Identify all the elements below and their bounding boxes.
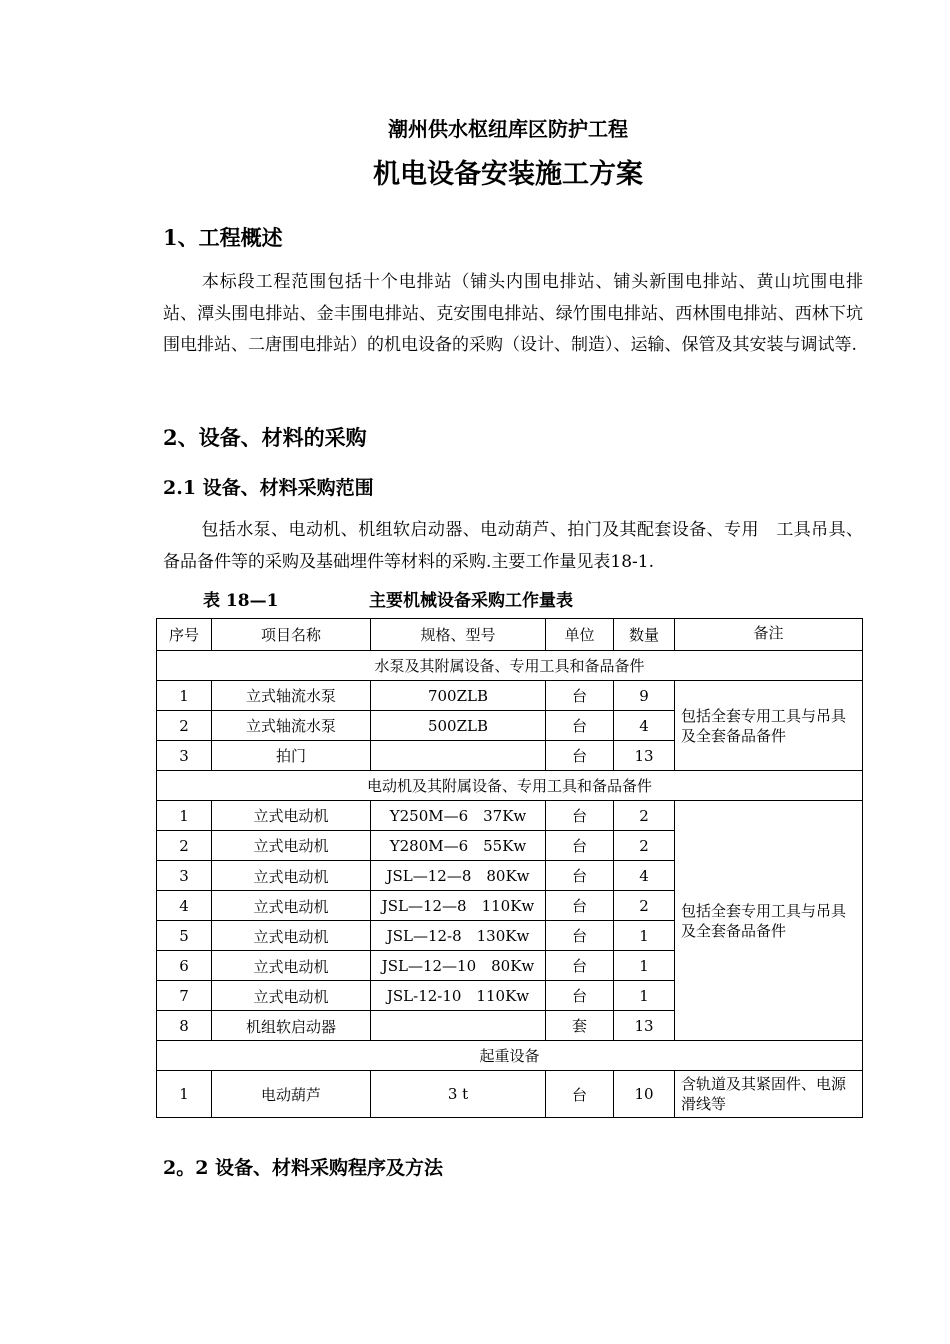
cell-qty: 1 (614, 921, 675, 951)
cell-name: 拍门 (212, 741, 371, 771)
cell-unit: 台 (546, 681, 614, 711)
cell-no: 3 (157, 741, 212, 771)
group-title-row (157, 1041, 863, 1071)
cell-spec: 500ZLB (371, 711, 546, 741)
cell-no: 8 (157, 1011, 212, 1041)
cell-name: 立式轴流水泵 (212, 711, 371, 741)
cell-note: 含轨道及其紧固件、电源滑线等 (675, 1071, 863, 1118)
section1-paragraph (163, 267, 863, 362)
cell-no: 1 (157, 681, 212, 711)
cell-name: 立式电动机 (212, 951, 371, 981)
group-title-row (157, 771, 863, 801)
cell-qty: 2 (614, 801, 675, 831)
cell-note: 包括全套专用工具与吊具及全套备品备件 (675, 681, 863, 771)
cell-unit: 台 (546, 951, 614, 981)
cell-unit: 台 (546, 981, 614, 1011)
cell-qty: 4 (614, 711, 675, 741)
cell-spec: JSL—12—8 110Kw (371, 891, 546, 921)
section1-heading: 1、工程概述 (163, 225, 283, 250)
cell-spec: 3 t (371, 1071, 546, 1118)
cell-name: 立式轴流水泵 (212, 681, 371, 711)
cell-name: 电动葫芦 (212, 1071, 371, 1118)
cell-qty: 9 (614, 681, 675, 711)
cell-qty: 1 (614, 951, 675, 981)
table-row (157, 801, 863, 831)
cell-spec (371, 1011, 546, 1041)
cell-qty: 2 (614, 891, 675, 921)
cell-qty: 10 (614, 1071, 675, 1118)
cell-name: 立式电动机 (212, 891, 371, 921)
section2-1-paragraph-text: 包括水泵、电动机、机组软启动器、电动葫芦、拍门及其配套设备、专用 工具吊具、备品备件等的采购及基础埋件等材料的采购.主要工作量见表18-1. (163, 520, 863, 572)
document-title-line2: 机电设备安装施工方案 (373, 159, 643, 190)
header-spec: 规格、型号 (371, 619, 546, 651)
cell-spec: JSL—12—8 80Kw (371, 861, 546, 891)
cell-no: 4 (157, 891, 212, 921)
cell-no: 7 (157, 981, 212, 1011)
table-header-row (157, 619, 863, 651)
cell-qty: 2 (614, 831, 675, 861)
cell-unit: 台 (546, 921, 614, 951)
cell-spec: 700ZLB (371, 681, 546, 711)
header-unit: 单位 (546, 619, 614, 651)
cell-no: 1 (157, 1071, 212, 1118)
cell-spec: JSL—12—10 80Kw (371, 951, 546, 981)
header-note: 备注 (675, 619, 863, 651)
cell-name: 机组软启动器 (212, 1011, 371, 1041)
cell-qty: 13 (614, 741, 675, 771)
cell-unit: 台 (546, 891, 614, 921)
cell-spec: JSL—12-8 130Kw (371, 921, 546, 951)
cell-unit: 台 (546, 711, 614, 741)
cell-name: 立式电动机 (212, 831, 371, 861)
section2-1-paragraph (163, 515, 863, 578)
cell-qty: 13 (614, 1011, 675, 1041)
cell-name: 立式电动机 (212, 921, 371, 951)
cell-no: 2 (157, 711, 212, 741)
cell-unit: 台 (546, 741, 614, 771)
group-title-row (157, 651, 863, 681)
cell-unit: 套 (546, 1011, 614, 1041)
table-caption: 主要机械设备采购工作量表 (369, 591, 573, 611)
document-title-line1: 潮州供水枢纽库区防护工程 (388, 117, 628, 141)
cell-unit: 台 (546, 801, 614, 831)
cell-spec: Y280M—6 55Kw (371, 831, 546, 861)
section2-heading: 2、设备、材料的采购 (163, 425, 367, 450)
cell-spec: JSL-12-10 110Kw (371, 981, 546, 1011)
section2-2-heading: 2。2 设备、材料采购程序及方法 (163, 1157, 444, 1179)
cell-note: 包括全套专用工具与吊具及全套备品备件 (675, 801, 863, 1041)
section2-1-heading: 2.1 设备、材料采购范围 (163, 477, 374, 499)
table-row (157, 1071, 863, 1118)
cell-unit: 台 (546, 861, 614, 891)
cell-qty: 4 (614, 861, 675, 891)
cell-unit: 台 (546, 831, 614, 861)
cell-no: 3 (157, 861, 212, 891)
cell-no: 1 (157, 801, 212, 831)
cell-no: 2 (157, 831, 212, 861)
table-number: 表 18—1 (203, 591, 279, 611)
cell-no: 5 (157, 921, 212, 951)
section1-paragraph-text: 本标段工程范围包括十个电排站（铺头内围电排站、铺头新围电排站、黄山坑围电排站、潭头围电排站、金丰围电排站、克安围电排站、绿竹围电排站、西林围电排站、西林下坑围电排站、二唐围电排站）的机电设备的采购（设计、制造）、运输、保管及其安装与调试等. (163, 272, 863, 355)
cell-name: 立式电动机 (212, 861, 371, 891)
group-title: 电动机及其附属设备、专用工具和备品备件 (157, 771, 863, 801)
cell-unit: 台 (546, 1071, 614, 1118)
header-qty: 数量 (614, 619, 675, 651)
table-row (157, 681, 863, 711)
cell-no: 6 (157, 951, 212, 981)
header-name: 项目名称 (212, 619, 371, 651)
cell-name: 立式电动机 (212, 801, 371, 831)
group-title: 起重设备 (157, 1041, 863, 1071)
header-no: 序号 (157, 619, 212, 651)
equipment-table (156, 618, 863, 1118)
cell-spec (371, 741, 546, 771)
cell-name: 立式电动机 (212, 981, 371, 1011)
cell-qty: 1 (614, 981, 675, 1011)
group-title: 水泵及其附属设备、专用工具和备品备件 (157, 651, 863, 681)
cell-spec: Y250M—6 37Kw (371, 801, 546, 831)
